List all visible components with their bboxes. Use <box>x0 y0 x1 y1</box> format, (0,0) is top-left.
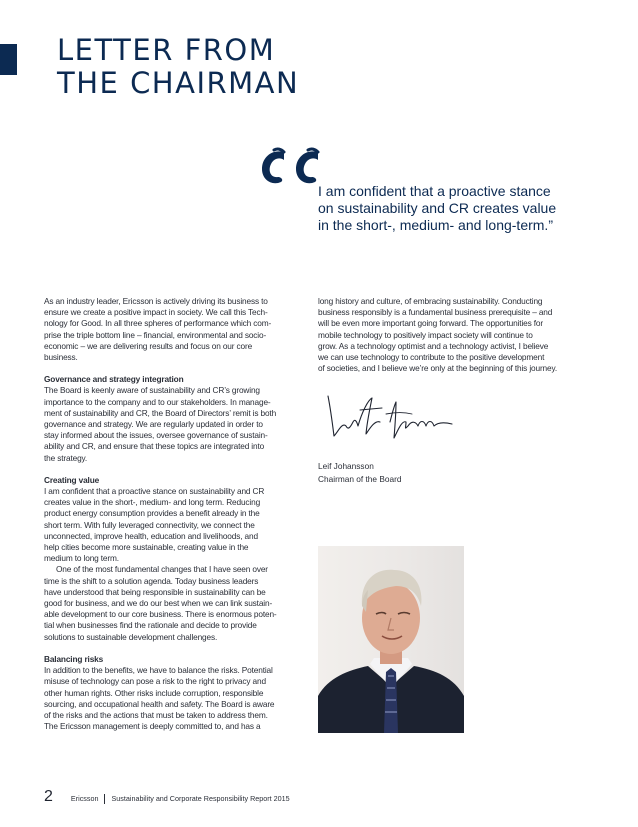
text-line: One of the most fundamental changes that I have seen over <box>56 564 268 575</box>
body-column-right <box>318 296 586 385</box>
text-line: ment of sustainability and CR, the Board of Directors’ remit is both <box>44 407 277 418</box>
text-line: solutions to sustainable development challenges. <box>44 631 218 642</box>
continuation-paragraph <box>318 296 586 374</box>
text-line: misuse of technology can pose a risk to the right to privacy and <box>44 676 266 687</box>
text-line: help cities become more sustainable, creating value in the <box>44 542 249 553</box>
text-line: tial when businesses find the rationale and decide to provide <box>44 620 257 631</box>
footer-organization: Ericsson <box>70 794 99 803</box>
section-accent-bar <box>0 44 17 75</box>
intro-paragraph <box>44 296 292 363</box>
signer-name: Leif Johansson <box>318 461 374 471</box>
text-line: economic – we are delivering results and focus on our core <box>44 340 253 351</box>
text-line: ensure we create a positive impact in society. We call this Tech- <box>44 307 268 318</box>
page-title-line: LETTER FROM <box>57 33 276 67</box>
governance-heading: Governance and strategy integration <box>44 374 184 385</box>
page-number: 2 <box>44 788 53 805</box>
chairman-portrait-photo <box>318 546 464 733</box>
text-line: creates value in the short-, medium- and long term. Reducing <box>44 497 261 508</box>
text-line: nology for Good. In all three spheres of performance which com- <box>44 318 272 329</box>
text-line: business. <box>44 352 78 363</box>
text-line: grow. As a technology optimist and a technology activist, I believe <box>318 340 549 351</box>
page-footer <box>44 786 290 806</box>
text-line: time is the shift to a solution agenda. Today business leaders <box>44 575 259 586</box>
text-line: sourcing, and occupational health and safety. The Board is aware <box>44 698 275 709</box>
pull-quote-line: on sustainability and CR creates value <box>318 200 557 216</box>
text-line: I am confident that a proactive stance on sustainability and CR <box>44 486 265 497</box>
page-title-line: THE CHAIRMAN <box>57 66 300 100</box>
text-line: stay informed about the issues, oversee governance of sustain- <box>44 430 268 441</box>
pull-quote <box>318 183 600 234</box>
signer-block <box>318 460 401 485</box>
text-line: governance and strategy. We are regularly updated in order to <box>44 419 263 430</box>
creating-value-heading: Creating value <box>44 474 100 485</box>
text-line: business responsibly is a fundamental business prerequisite – and <box>318 307 553 318</box>
balancing-risks-heading: Balancing risks <box>44 653 104 664</box>
text-line: In addition to the benefits, we have to balance the risks. Potential <box>44 665 273 676</box>
text-line: mobile technology to positively impact society will continue to <box>318 329 533 340</box>
body-column-left <box>44 296 292 743</box>
text-line: product energy consumption provides a benefit already in the <box>44 508 260 519</box>
text-line: long history and culture, of embracing sustainability. Conducting <box>318 296 543 306</box>
pull-quote-line: I am confident that a proactive stance <box>318 183 551 199</box>
quote-open-icon <box>258 144 324 190</box>
signer-title: Chairman of the Board <box>318 473 402 484</box>
text-line: As an industry leader, Ericsson is actively driving its business to <box>44 296 268 306</box>
pull-quote-line: in the short-, medium- and long-term.” <box>318 217 553 233</box>
handwritten-signature <box>320 392 460 452</box>
text-line: the strategy. <box>44 452 88 463</box>
creating-value-paragraph <box>44 486 292 564</box>
text-line: importance to the company and to our stakeholders. In manage- <box>44 396 271 407</box>
text-line: short term. With fully leveraged connectivity, we connect the <box>44 519 255 530</box>
text-line: of societies, and I believe we’re only at the beginning of this journey. <box>318 363 558 374</box>
text-line: unconnected, improve health, education and livelihoods, and <box>44 530 258 541</box>
text-line: prise the triple bottom line – financial, environmental and socio- <box>44 329 267 340</box>
creating-value-paragraph-2 <box>44 564 292 642</box>
text-line: other human rights. Other risks include corruption, responsible <box>44 687 264 698</box>
page-title <box>57 34 299 100</box>
text-line: The Board is keenly aware of sustainability and CR’s growing <box>44 385 260 396</box>
text-line: of the risks and the actions that must be taken to address them. <box>44 709 268 720</box>
footer-divider <box>104 794 105 804</box>
footer-report-title: Sustainability and Corporate Responsibility Report 2015 <box>111 794 290 803</box>
text-line: able development to our core business. There is enormous poten- <box>44 609 277 620</box>
governance-paragraph <box>44 385 292 463</box>
text-line: we can use technology to contribute to the positive development <box>318 352 545 363</box>
text-line: ability and CR, and ensure that these topics are integrated into <box>44 441 265 452</box>
balancing-risks-paragraph <box>44 665 292 732</box>
text-line: good for business, and we do our best when we can link sustain- <box>44 598 273 609</box>
text-line: medium to long term. <box>44 553 119 564</box>
text-line: will be even more important going forward. The opportunities for <box>318 318 543 329</box>
text-line: have understood that being responsible in sustainability can be <box>44 586 266 597</box>
text-line: The Ericsson management is deeply committed to, and has a <box>44 721 261 732</box>
